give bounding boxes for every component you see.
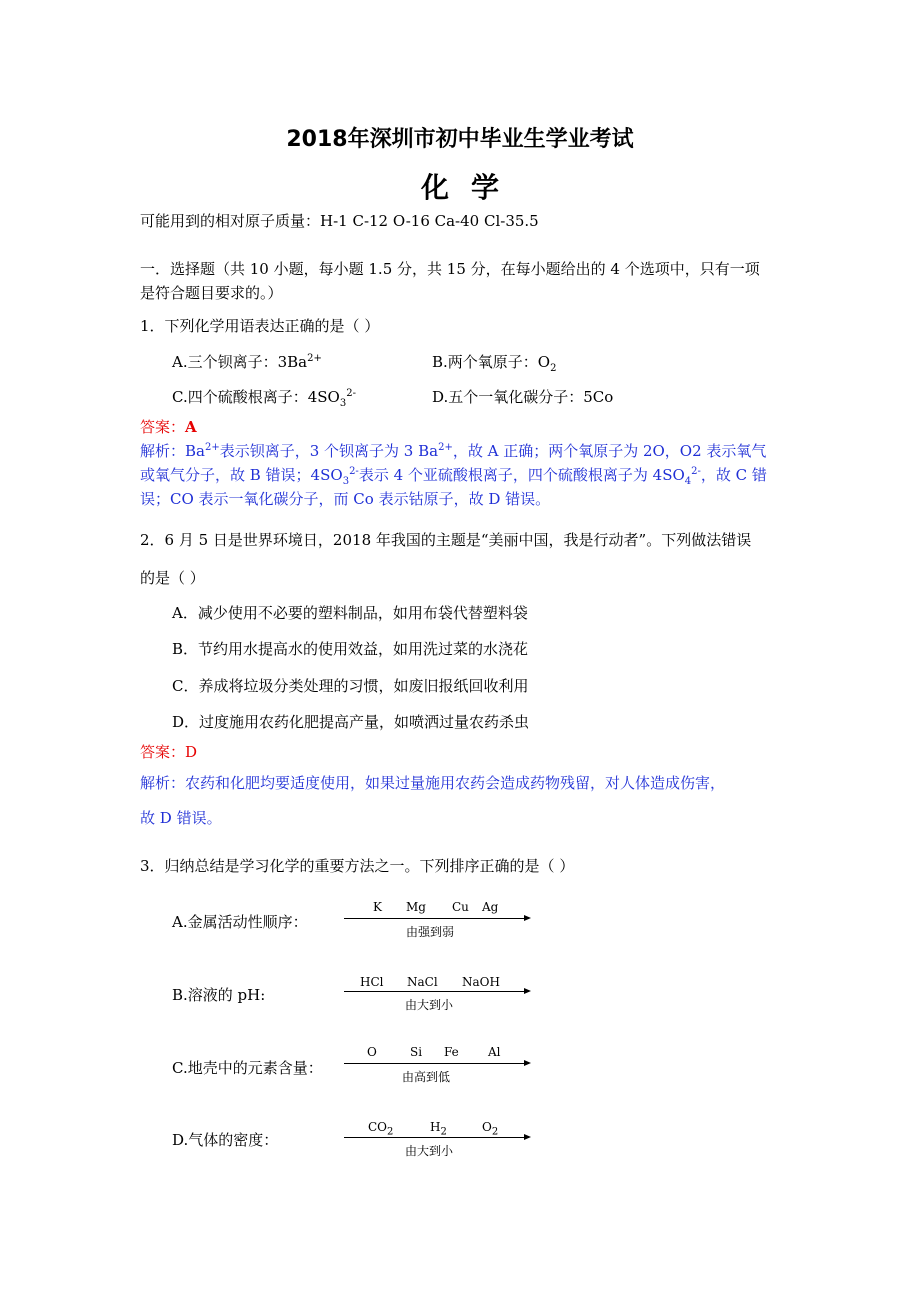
q1-option-a [172,352,322,372]
q3-option-c-label: C.地壳中的元素含量： [172,1059,323,1077]
q1-answer-value: A [185,418,197,436]
q2-stem-line1: 2．6 月 5 日是世界环境日，2018 年我国的主题是“美丽中国，我是行动者”。下列做法错误 [140,531,752,549]
q1-option-c [172,387,356,407]
q3-d-item-h2 [430,1120,447,1138]
q3-d-caption: 由大到小 [405,1144,454,1158]
q3-a-caption: 由强到弱 [406,925,455,939]
q1-option-b-sub: 2 [550,363,557,374]
q1-exp1-sup: 2+ [204,442,220,453]
q3-d-item-o2-sub: 2 [491,1126,499,1138]
q3-b-item-naoh: NaOH [462,975,500,989]
q3-c-caption: 由高到低 [402,1070,451,1084]
q1-stem: 1．下列化学用语表达正确的是（ ） [140,317,380,335]
q1-answer-label: 答案： [140,418,186,436]
q1-exp2-sub2: 4 [684,476,692,487]
q1-exp2-sup: 2- [349,466,359,477]
q3-option-d-label: D.气体的密度： [172,1131,279,1149]
q3-b-item-hcl: HCl [360,975,384,989]
q1-exp2-a: 或氧气分子，故 B 错误；4SO [140,466,343,484]
q2-option-c: C．养成将垃圾分类处理的习惯，如废旧报纸回收利用 [172,677,529,695]
q3-a-item-ag: Ag [482,900,499,914]
q3-d-item-o2 [482,1120,499,1138]
q1-option-c-charge: 2- [346,388,356,399]
q3-d-item-co2-sub: 2 [387,1126,394,1138]
q2-stem-line2: 的是（ ） [140,569,205,587]
q1-option-a-text: A.三个钡离子：3Ba [172,353,308,371]
q3-option-a-label: A.金属活动性顺序： [172,913,308,931]
q3-a-arrow [344,918,529,919]
q3-d-item-h2-text: H [430,1120,441,1134]
q3-c-item-si: Si [410,1045,423,1059]
q1-option-a-charge: 2+ [307,353,322,364]
q1-option-c-sub: 3 [339,398,347,409]
q1-exp1-sup2: 2+ [438,442,453,453]
q2-option-b: B．节约用水提高水的使用效益，如用洗过菜的水浇花 [172,640,529,658]
q3-d-item-co2 [368,1120,394,1138]
q1-option-b-text: B.两个氧原子：O [432,353,551,371]
q3-a-item-k: K [373,900,382,914]
q3-b-item-nacl: NaCl [407,975,438,989]
q1-option-b [432,352,556,372]
q3-c-item-o: O [367,1045,377,1059]
q1-explanation-line2 [140,465,767,485]
q3-b-caption: 由大到小 [405,998,454,1012]
q1-exp2-b: 表示 4 个亚硫酸根离子，四个硫酸根离子为 4SO [358,466,685,484]
q1-exp2-sup2: 2- [691,466,701,477]
q1-option-c-text: C.四个硫酸根离子：4SO [172,388,340,406]
q3-a-item-cu: Cu [452,900,469,914]
q1-exp1-a: 解析：Ba [140,442,205,460]
q1-exp1-b: 表示钡离子，3 个钡离子为 3 Ba [219,442,439,460]
q3-d-item-o2-text: O [482,1120,492,1134]
q2-answer: 答案：D [140,743,198,761]
q3-b-arrow [344,991,529,992]
q1-exp1-c: ，故 A 正确；两个氧原子为 2O，O2 表示氧气 [452,442,767,460]
q1-answer [140,417,197,437]
q2-explanation-line1: 解析：农药和化肥均要适度使用，如果过量施用农药会造成药物残留，对人体造成伤害， [140,774,726,792]
q2-option-d: D．过度施用农药化肥提高产量，如喷洒过量农药杀虫 [172,713,530,731]
q3-d-item-co2-text: CO [368,1120,388,1134]
q2-option-a: A．减少使用不必要的塑料制品，如用布袋代替塑料袋 [172,604,528,622]
q3-d-item-h2-sub: 2 [440,1126,447,1138]
section-intro-line1: 一．选择题（共 10 小题，每小题 1.5 分，共 15 分，在每小题给出的 4 个选项中，只有一项 [140,260,760,278]
exam-title: 2018年深圳市初中毕业生学业考试 [286,127,634,152]
q3-c-item-fe: Fe [444,1045,459,1059]
q1-option-d: D.五个一氧化碳分子：5Co [432,388,614,406]
q3-a-item-mg: Mg [406,900,426,914]
subject-title: 化学 [420,171,521,204]
atomic-mass-line: 可能用到的相对原子质量：H-1 C-12 O-16 Ca-40 Cl-35.5 [140,212,539,230]
q1-explanation-line3: 误；CO 表示一氧化碳分子，而 Co 表示钴原子，故 D 错误。 [140,490,551,508]
q3-c-item-al: Al [488,1045,501,1059]
q3-option-b-label: B.溶液的 pH: [172,986,266,1004]
q3-d-arrow [344,1137,529,1138]
q1-exp2-sub: 3 [342,476,350,487]
q3-stem: 3．归纳总结是学习化学的重要方法之一。下列排序正确的是（ ） [140,857,575,875]
q1-explanation-line1 [140,441,766,461]
q3-c-arrow [344,1063,529,1064]
q1-exp2-c: ，故 C 错 [700,466,767,484]
section-intro-line2: 是符合题目要求的。） [140,284,283,302]
q2-explanation-line2: 故 D 错误。 [140,809,222,827]
